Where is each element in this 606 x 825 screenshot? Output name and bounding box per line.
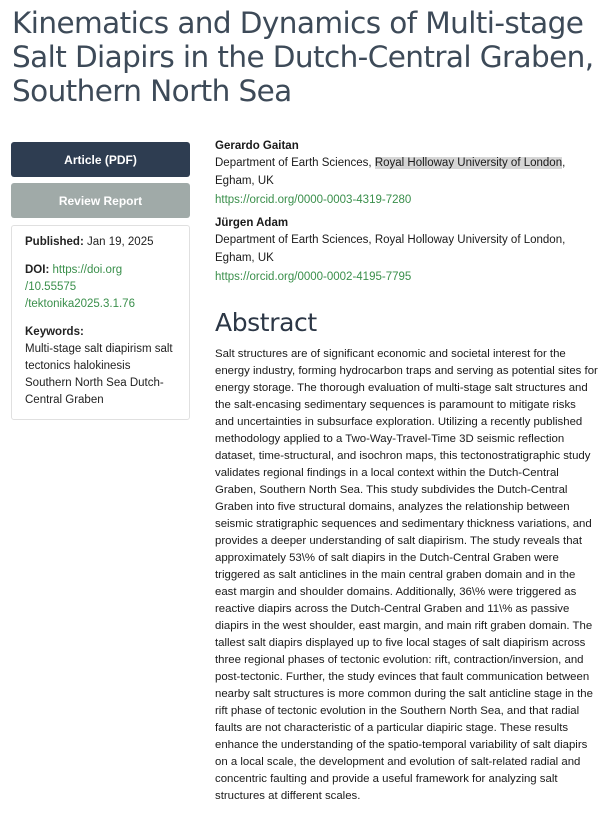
doi-label: DOI:	[25, 264, 50, 276]
doi-link-part3: /tektonika2025.3.1.76	[25, 298, 135, 310]
keywords-label: Keywords:	[25, 326, 84, 338]
keywords-value: Multi-stage salt diapirism salt tectonics halokinesis Southern North Sea Dutch-Central Graben	[25, 343, 173, 406]
author-university: Royal Holloway University of London	[374, 157, 563, 169]
author-affiliation-comma: ,	[562, 157, 566, 169]
abstract-heading: Abstract	[215, 308, 317, 337]
author-location: Egham, UK	[215, 175, 274, 187]
article-meta-box	[11, 225, 190, 420]
author-block	[215, 138, 600, 209]
author-affiliation-comma: ,	[562, 234, 566, 246]
doi-block	[25, 262, 176, 313]
published-date	[25, 234, 176, 251]
author-university: Royal Holloway University of London	[374, 234, 563, 246]
author-orcid-link[interactable]: https://orcid.org/0000-0002-4195-7795	[215, 271, 412, 283]
keywords-block	[25, 324, 176, 409]
abstract-body: Salt structures are of significant economic and societal interest for the energy industry, forming hydrocarbon traps and serving as potential sites for energy storage. The thorough evaluation of multi-stage salt structures and the salt-encasing sedimentary sequences is paramount to mitigate risks and uncertainties in subsurface exploration. Utilizing a recently published methodology applied to a Two-Way-Travel-Time 3D seismic reflection dataset, time-structural, and isochron maps, this tectonostratigraphic study validates regional findings in a local context within the Dutch-Central Graben, Southern North Sea. This study subdivides the Dutch-Central Graben into five structural domains, analyzes the relationship between seismic stratigraphic sequences and sedimentary thickness variations, and provides a deeper understanding of salt diapirism. The study reveals that approximately 53\% of salt diapirs in the Dutch-Central Graben were triggered as salt anticlines in the main central graben domain and in the east margin and shoulder domains. Additionally, 36\% were triggered as reactive diapirs across the Dutch-Central Graben and 11\% as passive diapirs in the west shoulder, east margin, and main rift graben domain. The tallest salt diapirs displayed up to five local stages of salt diapirism across three regional phases of tectonic evolution: rift, contraction/inversion, and post-tectonic. Further, the study evinces that fault communication between nearby salt structures is more common during the salt anticline stage in the rift phase of tectonic evolution in the Southern North Sea, and that radial faults are not characteristic of a particular diapiric stage. These results enhance the understanding of the spatio-temporal variability of salt diapirs on a local scale, the development and evolution of salt-related radial and concentric faulting and provide a useful framework for analyzing salt structures at different scales.	[215, 348, 598, 802]
author-block	[215, 215, 600, 286]
author-affiliation	[215, 154, 600, 190]
author-name: Gerardo Gaitan	[215, 140, 299, 152]
author-orcid-link[interactable]: https://orcid.org/0000-0003-4319-7280	[215, 194, 412, 206]
published-value: Jan 19, 2025	[86, 236, 154, 248]
article-main	[215, 138, 600, 805]
article-sidebar	[11, 142, 190, 420]
doi-link-part2: /10.55575	[25, 281, 77, 293]
article-title: Kinematics and Dynamics of Multi-stage Salt Diapirs in the Dutch-Central Graben, Southern North Sea	[12, 6, 594, 108]
author-department: Department of Earth Sciences,	[215, 157, 375, 169]
author-name: Jürgen Adam	[215, 217, 289, 229]
review-report-button[interactable]: Review Report	[11, 183, 190, 218]
author-location: Egham, UK	[215, 252, 274, 264]
author-department: Department of Earth Sciences,	[215, 234, 375, 246]
doi-link-part1: https://doi.org	[52, 264, 123, 276]
author-affiliation	[215, 231, 600, 267]
published-label: Published:	[25, 236, 84, 248]
article-pdf-button[interactable]: Article (PDF)	[11, 142, 190, 177]
